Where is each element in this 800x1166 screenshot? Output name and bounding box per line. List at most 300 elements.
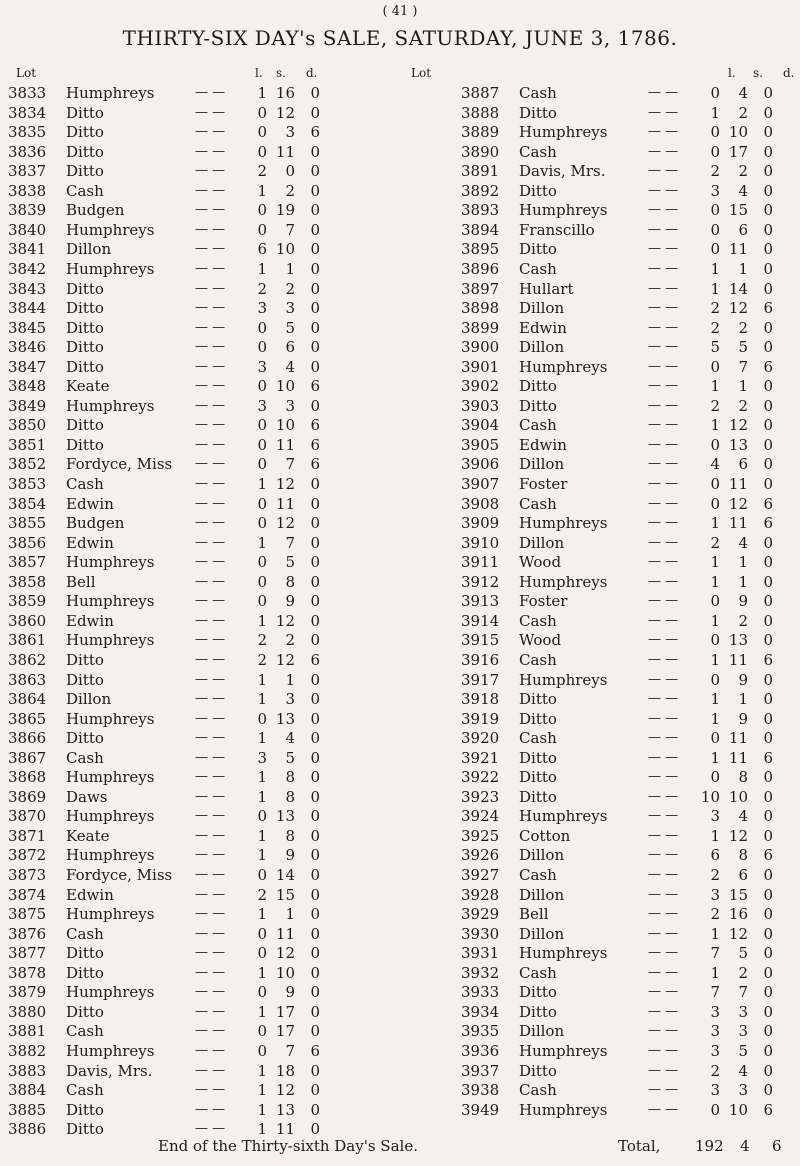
price-pounds: 0 — [710, 729, 720, 748]
dash-rule: — — — [195, 202, 226, 218]
dash-rule: — — — [648, 573, 679, 589]
price-pounds: 0 — [710, 123, 720, 142]
dash-rule: — — — [648, 104, 679, 120]
dash-rule: — — — [648, 417, 679, 433]
lot-number: 3907 — [461, 475, 500, 493]
price-pence: 6 — [763, 357, 773, 376]
price-pounds: 0 — [257, 572, 267, 591]
price-shillings: 3 — [738, 1002, 748, 1021]
sale-lot-row — [8, 1061, 338, 1081]
dash-rule: — — — [195, 554, 226, 570]
price-pence: 0 — [310, 787, 320, 806]
sale-lot-row — [461, 122, 791, 142]
buyer-name: Ditto — [66, 650, 104, 669]
price-shillings: 13 — [728, 435, 748, 454]
price-pounds: 1 — [257, 905, 267, 924]
buyer-name: Budgen — [66, 201, 125, 220]
sale-lot-row — [8, 982, 338, 1002]
price-shillings: 1 — [285, 259, 295, 278]
lot-number: 3854 — [8, 494, 47, 513]
sale-lot-row — [461, 1100, 791, 1120]
buyer-name: Ditto — [519, 181, 557, 200]
price-pence: 6 — [310, 123, 320, 142]
price-shillings: 13 — [275, 807, 295, 826]
sale-lot-row — [461, 181, 791, 201]
price-pence: 6 — [310, 455, 320, 474]
price-pounds: 0 — [257, 983, 267, 1002]
price-pence: 0 — [763, 318, 773, 337]
price-pence: 0 — [310, 846, 320, 865]
price-pence: 0 — [310, 84, 320, 102]
lot-number: 3924 — [461, 807, 500, 826]
price-shillings: 12 — [728, 416, 748, 435]
lot-number: 3848 — [8, 377, 47, 396]
sale-lot-row — [461, 826, 791, 846]
price-pence: 0 — [310, 396, 320, 415]
sale-lot-row — [8, 806, 338, 826]
buyer-name: Dillon — [66, 690, 112, 709]
price-pence: 6 — [310, 416, 320, 435]
price-pounds: 1 — [257, 1061, 267, 1080]
dash-rule: — — — [648, 378, 679, 394]
sale-lot-row — [461, 689, 791, 709]
price-shillings: 3 — [738, 1022, 748, 1041]
buyer-name: Ditto — [66, 162, 104, 181]
price-shillings: 11 — [275, 435, 295, 454]
price-shillings: 3 — [285, 690, 295, 709]
lot-number: 3922 — [461, 768, 500, 787]
lot-number: 3898 — [461, 299, 500, 318]
price-shillings: 8 — [285, 768, 295, 787]
price-pence: 0 — [310, 592, 320, 611]
lot-number: 3862 — [8, 650, 47, 669]
price-pence: 0 — [763, 944, 773, 963]
buyer-name: Ditto — [66, 279, 104, 298]
price-shillings: 12 — [728, 494, 748, 513]
sale-lot-row — [461, 454, 791, 474]
sale-lot-row — [8, 513, 338, 533]
lot-number: 3888 — [461, 103, 500, 122]
dash-rule: — — — [195, 651, 226, 667]
lot-number: 3914 — [461, 611, 500, 630]
price-pounds: 1 — [710, 259, 720, 278]
buyer-name: Foster — [519, 475, 568, 493]
lot-number: 3884 — [8, 1081, 47, 1100]
price-shillings: 17 — [728, 142, 748, 161]
price-shillings: 18 — [275, 1061, 295, 1080]
lot-number: 3932 — [461, 963, 500, 982]
lot-number: 3892 — [461, 181, 500, 200]
price-shillings: 12 — [275, 1081, 295, 1100]
sale-lot-row — [461, 1061, 791, 1081]
dash-rule: — — — [648, 827, 679, 843]
price-pence: 0 — [310, 357, 320, 376]
sale-lot-row — [461, 103, 791, 123]
buyer-name: Budgen — [66, 514, 125, 533]
lot-number: 3853 — [8, 475, 47, 493]
lot-number: 3870 — [8, 807, 47, 826]
price-pence: 0 — [310, 142, 320, 161]
sale-lot-row — [8, 689, 338, 709]
price-shillings: 11 — [275, 494, 295, 513]
price-pounds: 1 — [257, 787, 267, 806]
buyer-name: Ditto — [519, 1061, 557, 1080]
price-pounds: 2 — [710, 162, 720, 181]
price-shillings: 2 — [285, 279, 295, 298]
sale-lot-row — [461, 239, 791, 259]
price-shillings: 12 — [728, 826, 748, 845]
buyer-name: Humphreys — [519, 670, 608, 689]
price-pounds: 3 — [710, 1081, 720, 1100]
price-pence: 0 — [310, 514, 320, 533]
buyer-name: Cash — [519, 84, 557, 102]
sale-lot-row — [461, 904, 791, 924]
dash-rule: — — — [195, 1023, 226, 1039]
price-shillings: 5 — [738, 1041, 748, 1060]
price-pounds: 2 — [257, 631, 267, 650]
sale-lot-row — [461, 357, 791, 377]
price-pence: 0 — [763, 1002, 773, 1021]
price-pence: 0 — [310, 1002, 320, 1021]
price-pence: 0 — [310, 572, 320, 591]
price-shillings: 9 — [738, 670, 748, 689]
price-pounds: 0 — [257, 709, 267, 728]
price-pounds: 0 — [710, 435, 720, 454]
sale-lot-row — [8, 943, 338, 963]
lot-number: 3934 — [461, 1002, 500, 1021]
sale-lot-row — [8, 220, 338, 240]
buyer-name: Ditto — [66, 357, 104, 376]
lot-number: 3857 — [8, 553, 47, 572]
price-shillings: 2 — [738, 103, 748, 122]
dash-rule: — — — [648, 593, 679, 609]
price-pence: 0 — [310, 259, 320, 278]
price-shillings: 10 — [275, 963, 295, 982]
lot-number: 3849 — [8, 396, 47, 415]
price-shillings: 1 — [738, 553, 748, 572]
buyer-name: Edwin — [519, 435, 567, 454]
price-pence: 0 — [763, 885, 773, 904]
price-shillings: 11 — [275, 1120, 295, 1139]
lot-number: 3880 — [8, 1002, 47, 1021]
lot-number: 3896 — [461, 259, 500, 278]
dash-rule: — — — [648, 612, 679, 628]
dash-rule: — — — [195, 280, 226, 296]
lot-number: 3936 — [461, 1041, 500, 1060]
sale-lot-row — [461, 767, 791, 787]
buyer-name: Dillon — [519, 846, 565, 865]
sale-lot-row — [8, 454, 338, 474]
sale-lot-row — [8, 83, 338, 103]
dash-rule: — — — [195, 1101, 226, 1117]
price-pence: 6 — [763, 514, 773, 533]
price-pence: 0 — [763, 533, 773, 552]
price-shillings: 3 — [285, 123, 295, 142]
dash-rule: — — — [195, 124, 226, 140]
sale-lot-row — [461, 298, 791, 318]
sale-lot-row — [8, 396, 338, 416]
price-shillings: 15 — [728, 885, 748, 904]
buyer-name: Humphreys — [519, 514, 608, 533]
sale-lot-row — [461, 748, 791, 768]
price-pence: 0 — [763, 240, 773, 259]
price-pounds: 0 — [257, 142, 267, 161]
buyer-name: Humphreys — [66, 1041, 155, 1060]
buyer-name: Humphreys — [519, 123, 608, 142]
price-pounds: 0 — [257, 944, 267, 963]
sale-lot-row — [461, 611, 791, 631]
buyer-name: Wood — [519, 553, 562, 572]
lot-number: 3837 — [8, 162, 47, 181]
dash-rule: — — — [648, 221, 679, 237]
dash-rule: — — — [648, 182, 679, 198]
sale-lot-row — [461, 474, 791, 494]
lot-number: 3901 — [461, 357, 500, 376]
price-pounds: 0 — [257, 455, 267, 474]
price-pence: 0 — [310, 866, 320, 884]
sale-lot-row — [8, 122, 338, 142]
price-shillings: 11 — [728, 729, 748, 748]
sale-lot-row — [461, 670, 791, 690]
lot-number: 3866 — [8, 729, 47, 748]
sale-lot-row — [8, 767, 338, 787]
price-shillings: 15 — [275, 885, 295, 904]
sale-lot-row — [8, 239, 338, 259]
price-pounds: 0 — [710, 84, 720, 102]
dash-rule: — — — [195, 710, 226, 726]
sale-lot-row — [8, 826, 338, 846]
dash-rule: — — — [195, 300, 226, 316]
price-pence: 0 — [310, 338, 320, 357]
price-pence: 0 — [310, 1081, 320, 1100]
price-pence: 0 — [763, 162, 773, 181]
buyer-name: Cash — [519, 866, 557, 884]
buyer-name: Humphreys — [66, 807, 155, 826]
price-pence: 0 — [310, 279, 320, 298]
dash-rule: — — — [648, 1023, 679, 1039]
left-header-lot: Lot — [16, 66, 37, 80]
sale-lot-row — [8, 259, 338, 279]
price-pence: 0 — [310, 299, 320, 318]
dash-rule: — — — [195, 1062, 226, 1078]
price-pounds: 1 — [710, 963, 720, 982]
price-pence: 0 — [763, 259, 773, 278]
price-pence: 0 — [310, 1022, 320, 1041]
dash-rule: — — — [648, 632, 679, 648]
dash-rule: — — — [195, 495, 226, 511]
price-shillings: 1 — [738, 690, 748, 709]
price-pounds: 6 — [257, 240, 267, 259]
price-pence: 0 — [310, 807, 320, 826]
sale-lot-row — [8, 865, 338, 885]
price-shillings: 12 — [275, 944, 295, 963]
price-pence: 0 — [763, 690, 773, 709]
price-pence: 0 — [763, 279, 773, 298]
sale-lot-row — [461, 924, 791, 944]
sale-lot-row — [461, 337, 791, 357]
price-shillings: 4 — [738, 533, 748, 552]
buyer-name: Fordyce, Miss — [66, 866, 173, 884]
right-header-lot: Lot — [411, 66, 432, 80]
dash-rule: — — — [195, 534, 226, 550]
price-shillings: 0 — [285, 162, 295, 181]
right-header-d: d. — [783, 66, 795, 80]
sale-lot-row — [461, 494, 791, 514]
lot-number: 3931 — [461, 944, 500, 963]
price-pence: 0 — [310, 709, 320, 728]
lot-number: 3917 — [461, 670, 500, 689]
price-pence: 0 — [763, 103, 773, 122]
price-shillings: 15 — [728, 201, 748, 220]
dash-rule: — — — [195, 397, 226, 413]
lot-number: 3897 — [461, 279, 500, 298]
buyer-name: Dillon — [519, 885, 565, 904]
buyer-name: Ditto — [66, 338, 104, 357]
price-pence: 0 — [310, 240, 320, 259]
sale-lot-row — [461, 1041, 791, 1061]
sale-lot-row — [461, 279, 791, 299]
lot-number: 3923 — [461, 787, 500, 806]
price-shillings: 12 — [275, 475, 295, 493]
price-shillings: 11 — [728, 650, 748, 669]
price-pence: 0 — [763, 553, 773, 572]
buyer-name: Edwin — [66, 885, 114, 904]
dash-rule: — — — [195, 749, 226, 765]
sale-lot-row — [8, 748, 338, 768]
lot-number: 3949 — [461, 1100, 500, 1119]
price-shillings: 10 — [275, 416, 295, 435]
buyer-name: Ditto — [66, 123, 104, 142]
sale-lot-row — [461, 259, 791, 279]
dash-rule: — — — [195, 671, 226, 687]
sale-lot-row — [8, 650, 338, 670]
page-title: THIRTY-SIX DAY's SALE, SATURDAY, JUNE 3, 1786. — [122, 26, 678, 50]
buyer-name: Ditto — [519, 1002, 557, 1021]
price-shillings: 9 — [738, 709, 748, 728]
buyer-name: Cash — [66, 475, 104, 493]
sale-lot-row — [461, 533, 791, 553]
price-pence: 0 — [310, 553, 320, 572]
lot-number: 3834 — [8, 103, 47, 122]
price-pounds: 1 — [257, 84, 267, 102]
dash-rule: — — — [195, 573, 226, 589]
buyer-name: Humphreys — [66, 631, 155, 650]
price-shillings: 4 — [738, 84, 748, 102]
lot-number: 3877 — [8, 944, 47, 963]
sale-lot-row — [8, 474, 338, 494]
sale-lot-row — [8, 709, 338, 729]
lot-number: 3913 — [461, 592, 500, 611]
buyer-name: Davis, Mrs. — [519, 162, 606, 181]
buyer-name: Ditto — [519, 983, 557, 1002]
dash-rule: — — — [648, 906, 679, 922]
dash-rule: — — — [195, 886, 226, 902]
dash-rule: — — — [648, 280, 679, 296]
price-pence: 0 — [763, 983, 773, 1002]
price-shillings: 5 — [285, 553, 295, 572]
buyer-name: Dillon — [66, 240, 112, 259]
price-shillings: 11 — [728, 475, 748, 493]
buyer-name: Ditto — [66, 729, 104, 748]
sale-lot-row — [8, 279, 338, 299]
sale-lot-row — [461, 591, 791, 611]
lot-number: 3856 — [8, 533, 47, 552]
price-pounds: 0 — [710, 592, 720, 611]
dash-rule: — — — [195, 378, 226, 394]
lot-number: 3879 — [8, 983, 47, 1002]
price-pence: 0 — [310, 220, 320, 239]
buyer-name: Ditto — [66, 944, 104, 963]
lot-number: 3930 — [461, 924, 500, 943]
price-pounds: 4 — [710, 455, 720, 474]
price-shillings: 3 — [285, 396, 295, 415]
sale-lot-row — [8, 415, 338, 435]
price-pence: 6 — [763, 299, 773, 318]
price-pence: 0 — [310, 963, 320, 982]
price-shillings: 11 — [728, 240, 748, 259]
dash-rule: — — — [648, 808, 679, 824]
price-pence: 0 — [310, 103, 320, 122]
price-pounds: 3 — [710, 1022, 720, 1041]
sale-lot-row — [461, 630, 791, 650]
lot-number: 3875 — [8, 905, 47, 924]
price-pounds: 1 — [710, 553, 720, 572]
price-pounds: 1 — [257, 1081, 267, 1100]
lot-number: 3928 — [461, 885, 500, 904]
dash-rule: — — — [648, 1082, 679, 1098]
dash-rule: — — — [195, 769, 226, 785]
left-header-l: l. — [255, 66, 263, 80]
end-of-sale-note: End of the Thirty-sixth Day's Sale. — [158, 1137, 418, 1155]
buyer-name: Ditto — [66, 1002, 104, 1021]
total-shillings: 4 — [740, 1137, 750, 1155]
dash-rule: — — — [195, 436, 226, 452]
buyer-name: Humphreys — [66, 709, 155, 728]
sale-lot-row — [8, 728, 338, 748]
dash-rule: — — — [648, 769, 679, 785]
price-pounds: 0 — [257, 494, 267, 513]
price-shillings: 11 — [728, 514, 748, 533]
price-shillings: 12 — [275, 103, 295, 122]
price-pounds: 1 — [710, 416, 720, 435]
price-pounds: 0 — [257, 416, 267, 435]
price-pounds: 0 — [257, 553, 267, 572]
price-pounds: 2 — [710, 299, 720, 318]
price-shillings: 7 — [738, 357, 748, 376]
price-pounds: 1 — [710, 377, 720, 396]
price-pounds: 0 — [710, 220, 720, 239]
lot-number: 3918 — [461, 690, 500, 709]
buyer-name: Bell — [519, 905, 549, 924]
buyer-name: Edwin — [66, 494, 114, 513]
lot-number: 3885 — [8, 1100, 47, 1119]
lot-number: 3845 — [8, 318, 47, 337]
price-pounds: 0 — [710, 142, 720, 161]
lot-number: 3844 — [8, 299, 47, 318]
lot-number: 3839 — [8, 201, 47, 220]
dash-rule: — — — [195, 984, 226, 1000]
buyer-name: Dillon — [519, 533, 565, 552]
dash-rule: — — — [648, 1062, 679, 1078]
price-pounds: 1 — [257, 1100, 267, 1119]
dash-rule: — — — [195, 1082, 226, 1098]
price-shillings: 8 — [285, 572, 295, 591]
lot-number: 3929 — [461, 905, 500, 924]
price-pounds: 0 — [257, 592, 267, 611]
sale-lot-row — [8, 552, 338, 572]
buyer-name: Dillon — [519, 299, 565, 318]
price-pounds: 3 — [257, 299, 267, 318]
